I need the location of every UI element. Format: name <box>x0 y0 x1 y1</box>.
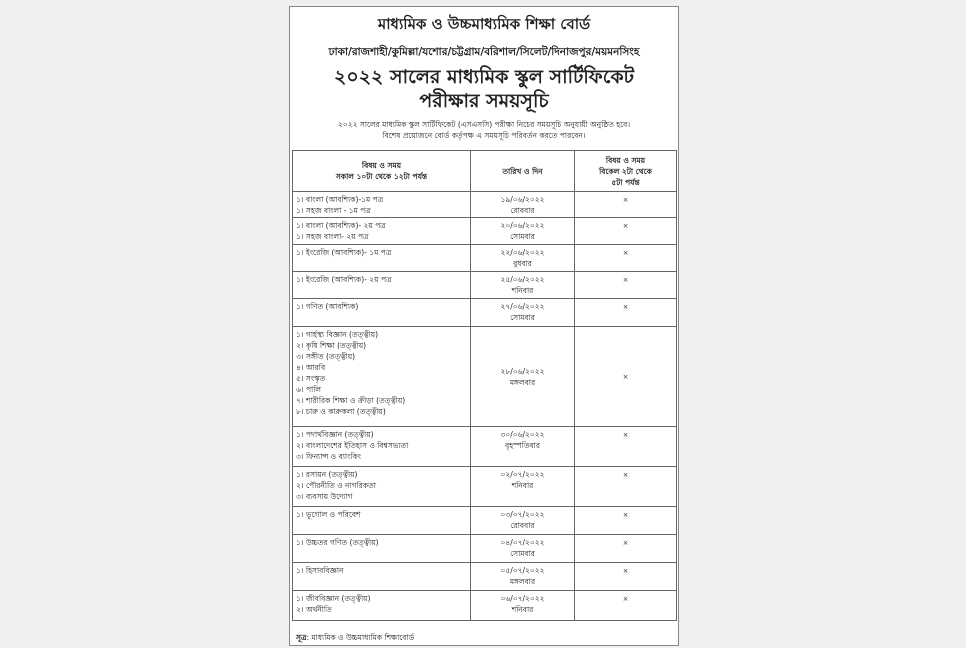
source-label: সূত্র <box>296 633 307 642</box>
exam-date: ২২/০৬/২০২২ <box>500 248 545 257</box>
no-exam-cross-icon: × <box>622 539 629 547</box>
exam-day: রোববার <box>510 521 535 530</box>
subjects-cell <box>293 272 471 299</box>
schedule-table <box>292 150 677 621</box>
subject-item: ৩। ফিন্যান্স ও ব্যাংকিং <box>296 452 361 461</box>
subject-item: ৫। সংস্কৃত <box>296 374 326 383</box>
no-exam-cross-icon: × <box>622 567 629 575</box>
no-exam-cross-icon: × <box>622 595 629 603</box>
subject-item: ৩। সঙ্গীত (তত্ত্বীয়) <box>296 352 356 361</box>
afternoon-cell <box>575 299 677 327</box>
exam-date: ২৭/০৬/২০২২ <box>500 302 545 311</box>
source-text: : মাধ্যমিক ও উচ্চমাধ্যমিক শিক্ষাবোর্ড <box>306 633 415 642</box>
subjects-cell <box>293 535 471 563</box>
exam-date: ২০/০৬/২০২২ <box>500 221 545 230</box>
date-cell <box>471 218 575 245</box>
no-exam-cross-icon: × <box>622 511 629 519</box>
afternoon-cell <box>575 427 677 467</box>
exam-date: ০৫/০৭/২০২২ <box>500 566 545 575</box>
table-row <box>293 507 677 535</box>
header-date: তারিখ ও দিন <box>471 151 575 192</box>
no-exam-cross-icon: × <box>622 196 629 204</box>
subject-item: ১। গার্হস্থ্য বিজ্ঞান (তত্ত্বীয়) <box>296 330 379 339</box>
afternoon-cell <box>575 192 677 218</box>
subject-item: ১। রসায়ন (তত্ত্বীয়) <box>296 470 358 479</box>
source-note <box>296 633 414 645</box>
table-row <box>293 327 677 427</box>
subject-item: ৭। শারীরিক শিক্ষা ও ক্রীড়া (তত্ত্বীয়) <box>296 396 406 405</box>
table-row <box>293 563 677 591</box>
subject-item: ৪। আরবি <box>296 363 326 372</box>
subject-item: ৮। চারু ও কারুকলা (তত্ত্বীয়) <box>296 407 386 416</box>
date-cell <box>471 427 575 467</box>
subject-item: ৩। ব্যবসায় উদ্যোগ <box>296 492 353 501</box>
exam-day: সোমবার <box>510 549 535 558</box>
subject-item: ১। ভূগোল ও পরিবেশ <box>296 510 361 519</box>
no-exam-cross-icon: × <box>622 471 629 479</box>
subject-item: ১। বাংলা (আবশ্যিক)- ২য় পত্র <box>296 221 386 230</box>
board-name: মাধ্যমিক ও উচ্চমাধ্যমিক শিক্ষা বোর্ড <box>377 15 591 33</box>
subjects-cell <box>293 591 471 621</box>
table-row <box>293 218 677 245</box>
afternoon-cell <box>575 272 677 299</box>
afternoon-cell <box>575 245 677 272</box>
exam-day: বুধবার <box>513 259 532 268</box>
exam-day: বৃহস্পতিবার <box>505 441 540 450</box>
table-row <box>293 299 677 327</box>
table-row <box>293 427 677 467</box>
exam-day: শনিবার <box>511 481 534 490</box>
table-row <box>293 467 677 507</box>
subjects-cell <box>293 563 471 591</box>
subject-item: ২। অর্থনীতি <box>296 605 332 614</box>
subject-item: ১। হিসাববিজ্ঞান <box>296 566 344 575</box>
subject-item: ১। সহজ বাংলা- ২য় পত্র <box>296 232 369 241</box>
exam-date: ২৮/০৬/২০২২ <box>500 367 545 376</box>
exam-day: শনিবার <box>511 605 534 614</box>
no-exam-cross-icon: × <box>622 249 629 257</box>
subject-item: ২। কৃষি শিক্ষা (তত্ত্বীয়) <box>296 341 367 350</box>
intro-line-1: ২০২২ সালের মাধ্যমিক স্কুল সার্টিফিকেট (এসএসসি) পরীক্ষা নিচের সময়সূচি অনুযায়ী অনুষ্ঠিত হবে। <box>337 120 631 129</box>
date-cell <box>471 192 575 218</box>
afternoon-cell <box>575 218 677 245</box>
notice-sheet <box>289 6 679 646</box>
exam-day: সোমবার <box>510 232 535 241</box>
subject-item: ১। বাংলা (আবশ্যিক)-১ম পত্র <box>296 195 384 204</box>
exam-date: ২৫/০৬/২০২২ <box>500 275 545 284</box>
subject-item: ১। ইংরেজি (আবশ্যিক)- ২য় পত্র <box>296 275 392 284</box>
table-row <box>293 272 677 299</box>
table-row <box>293 535 677 563</box>
subject-item: ১। ইংরেজি (আবশ্যিক)- ১ম পত্র <box>296 248 392 257</box>
page-title <box>290 65 678 113</box>
table-header-row <box>293 151 677 192</box>
afternoon-cell <box>575 467 677 507</box>
subjects-cell <box>293 218 471 245</box>
table-row <box>293 245 677 272</box>
date-cell <box>471 563 575 591</box>
table-row <box>293 192 677 218</box>
no-exam-cross-icon: × <box>622 373 629 381</box>
subjects-cell <box>293 467 471 507</box>
subjects-cell <box>293 299 471 327</box>
subjects-cell <box>293 427 471 467</box>
exam-date: ৩০/০৬/২০২২ <box>500 430 545 439</box>
title-line-2: পরীক্ষার সময়সূচি <box>419 90 549 112</box>
subjects-cell <box>293 327 471 427</box>
afternoon-cell <box>575 563 677 591</box>
subject-item: ১। গণিত (আবশ্যিক) <box>296 302 359 311</box>
exam-day: মঙ্গলবার <box>509 577 536 586</box>
afternoon-cell <box>575 327 677 427</box>
subject-item: ১। সহজ বাংলা - ১ম পত্র <box>296 206 371 215</box>
afternoon-cell <box>575 535 677 563</box>
subject-item: ২। বাংলাদেশের ইতিহাস ও বিশ্বসভ্যতা <box>296 441 409 450</box>
exam-day: সোমবার <box>510 313 535 322</box>
exam-date: ১৯/০৬/২০২২ <box>500 195 545 204</box>
exam-date: ০৬/০৭/২০২২ <box>500 594 545 603</box>
subject-item: ১। উচ্চতর গণিত (তত্ত্বীয়) <box>296 538 379 547</box>
header-morning: বিষয় ও সময় সকাল ১০টা থেকে ১২টা পর্যন্ত <box>293 151 471 192</box>
subject-item: ১। জীববিজ্ঞান (তত্ত্বীয়) <box>296 594 371 603</box>
table-row <box>293 591 677 621</box>
afternoon-cell <box>575 591 677 621</box>
date-cell <box>471 535 575 563</box>
date-cell <box>471 467 575 507</box>
exam-day: শনিবার <box>511 286 534 295</box>
no-exam-cross-icon: × <box>622 431 629 439</box>
header-afternoon: বিষয় ও সময় বিকেল ২টা থেকে ৫টা পর্যন্ত <box>575 151 677 192</box>
subjects-cell <box>293 192 471 218</box>
intro-text <box>296 119 672 141</box>
exam-day: মঙ্গলবার <box>509 378 536 387</box>
date-cell <box>471 327 575 427</box>
boards-list: ঢাকা/রাজশাহী/কুমিল্লা/যশোর/চট্টগ্রাম/বরিশাল/সিলেট/দিনাজপুর/ময়মনসিংহ <box>328 46 640 58</box>
exam-date: ০৪/০৭/২০২২ <box>500 538 545 547</box>
intro-line-2: বিশেষ প্রয়োজনে বোর্ড কর্তৃপক্ষ এ সময়সূচি পরিবর্তন করতে পারবেন। <box>382 131 586 140</box>
exam-date: ০৩/০৭/২০২২ <box>500 510 545 519</box>
subjects-cell <box>293 507 471 535</box>
subject-item: ১। পদার্থবিজ্ঞান (তত্ত্বীয়) <box>296 430 374 439</box>
subjects-cell <box>293 245 471 272</box>
date-cell <box>471 272 575 299</box>
no-exam-cross-icon: × <box>622 303 629 311</box>
subject-item: ৬। পালি <box>296 385 321 394</box>
date-cell <box>471 591 575 621</box>
no-exam-cross-icon: × <box>622 276 629 284</box>
date-cell <box>471 245 575 272</box>
afternoon-cell <box>575 507 677 535</box>
date-cell <box>471 299 575 327</box>
date-cell <box>471 507 575 535</box>
exam-date: ০২/০৭/২০২২ <box>500 470 545 479</box>
subject-item: ২। পৌরনীতি ও নাগরিকতা <box>296 481 376 490</box>
title-line-1: ২০২২ সালের মাধ্যমিক স্কুল সার্টিফিকেট <box>334 66 634 88</box>
exam-day: রোববার <box>510 206 535 215</box>
no-exam-cross-icon: × <box>622 222 629 230</box>
